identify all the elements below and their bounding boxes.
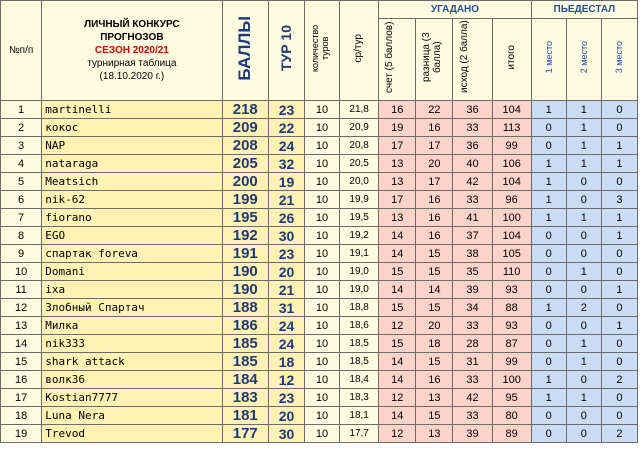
total-hits-value: 80 xyxy=(492,407,531,425)
diff-hits-value: 18 xyxy=(416,335,453,353)
row-number: 4 xyxy=(1,155,42,173)
total-hits-value: 106 xyxy=(492,155,531,173)
participant-name: Милка xyxy=(42,317,222,335)
tour-points-value: 20 xyxy=(268,407,304,425)
place2-value: 1 xyxy=(566,119,601,137)
row-number: 15 xyxy=(1,353,42,371)
outcome-hits-value: 37 xyxy=(453,227,492,245)
tours-count-value: 10 xyxy=(305,173,340,191)
avg-value: 18,5 xyxy=(340,335,379,353)
table-row xyxy=(1,101,638,119)
title-line-2: ПРОГНОЗОВ xyxy=(100,32,164,43)
place1-value: 0 xyxy=(531,407,566,425)
points-value: 191 xyxy=(222,245,268,263)
table-row xyxy=(1,317,638,335)
tour-points-value: 31 xyxy=(268,299,304,317)
points-value: 200 xyxy=(222,173,268,191)
avg-value: 20,8 xyxy=(340,137,379,155)
tour-points-value: 24 xyxy=(268,317,304,335)
diff-hits-value: 17 xyxy=(416,173,453,191)
points-value: 208 xyxy=(222,137,268,155)
total-hits-value: 95 xyxy=(492,389,531,407)
avg-value: 19,2 xyxy=(340,227,379,245)
participant-name: EGO xyxy=(42,227,222,245)
table-row xyxy=(1,119,638,137)
avg-value: 19,1 xyxy=(340,245,379,263)
place2-value: 0 xyxy=(566,407,601,425)
place3-value: 0 xyxy=(601,353,637,371)
diff-hits-value: 20 xyxy=(416,317,453,335)
place3-value: 1 xyxy=(601,281,637,299)
outcome-hits-value: 33 xyxy=(453,407,492,425)
diff-hits-value: 15 xyxy=(416,299,453,317)
place2-value: 0 xyxy=(566,227,601,245)
row-number: 16 xyxy=(1,371,42,389)
avg-value: 18,4 xyxy=(340,371,379,389)
outcome-hits-value: 36 xyxy=(453,137,492,155)
tours-count-value: 10 xyxy=(305,335,340,353)
table-row xyxy=(1,335,638,353)
place2-value: 0 xyxy=(566,173,601,191)
tour-points-value: 20 xyxy=(268,263,304,281)
table-row xyxy=(1,371,638,389)
place2-header: 2 место xyxy=(566,19,601,101)
score-hits-value: 17 xyxy=(379,137,416,155)
points-header: БАЛЛЫ xyxy=(222,1,268,101)
diff-hits-value: 20 xyxy=(416,155,453,173)
total-hits-value: 104 xyxy=(492,227,531,245)
place3-value: 0 xyxy=(601,389,637,407)
total-hits-value: 99 xyxy=(492,137,531,155)
participant-name: nik333 xyxy=(42,335,222,353)
diff-hits-value: 16 xyxy=(416,191,453,209)
avg-value: 21,8 xyxy=(340,101,379,119)
diff-hits-value: 16 xyxy=(416,371,453,389)
season-label: СЕЗОН 2020/21 xyxy=(94,45,169,56)
place2-value: 1 xyxy=(566,335,601,353)
participant-name: ixa xyxy=(42,281,222,299)
place3-value: 2 xyxy=(601,425,637,443)
row-number: 7 xyxy=(1,209,42,227)
avg-value: 18,8 xyxy=(340,299,379,317)
outcome-hits-value: 34 xyxy=(453,299,492,317)
avg-value: 18,5 xyxy=(340,353,379,371)
tour-points-value: 23 xyxy=(268,101,304,119)
tour-points-value: 24 xyxy=(268,137,304,155)
tour-points-value: 18 xyxy=(268,353,304,371)
row-number: 5 xyxy=(1,173,42,191)
place3-value: 1 xyxy=(601,227,637,245)
tours-count-value: 10 xyxy=(305,299,340,317)
avg-value: 19,9 xyxy=(340,191,379,209)
place2-value: 1 xyxy=(566,155,601,173)
diff-hits-value: 16 xyxy=(416,209,453,227)
place3-header: 3 место xyxy=(601,19,637,101)
total-hits-value: 100 xyxy=(492,209,531,227)
points-value: 185 xyxy=(222,353,268,371)
row-number: 14 xyxy=(1,335,42,353)
outcome-hits-value: 33 xyxy=(453,317,492,335)
outcome-hits-value: 33 xyxy=(453,119,492,137)
place3-value: 0 xyxy=(601,335,637,353)
diff-hits-value: 15 xyxy=(416,407,453,425)
avg-value: 18,6 xyxy=(340,317,379,335)
title-line-1: ЛИЧНЫЙ КОНКУРС xyxy=(84,19,180,30)
place2-value: 0 xyxy=(566,425,601,443)
score-hits-value: 13 xyxy=(379,155,416,173)
participant-name: кокос xyxy=(42,119,222,137)
participant-name: Meatsich xyxy=(42,173,222,191)
outcome-hits-value: 33 xyxy=(453,191,492,209)
points-value: 177 xyxy=(222,425,268,443)
tour-header: ТУР 10 xyxy=(268,1,304,101)
points-value: 183 xyxy=(222,389,268,407)
table-row xyxy=(1,263,638,281)
place3-value: 0 xyxy=(601,173,637,191)
subtitle-1: турнирная таблица xyxy=(87,58,177,69)
score-hits-value: 13 xyxy=(379,209,416,227)
avg-value: 20,9 xyxy=(340,119,379,137)
row-number: 2 xyxy=(1,119,42,137)
tour-points-value: 12 xyxy=(268,371,304,389)
table-row xyxy=(1,209,638,227)
participant-name: волк36 xyxy=(42,371,222,389)
place1-value: 1 xyxy=(531,101,566,119)
participant-name: Kostian7777 xyxy=(42,389,222,407)
table-row xyxy=(1,155,638,173)
points-value: 192 xyxy=(222,227,268,245)
participant-name: fiorano xyxy=(42,209,222,227)
place3-value: 0 xyxy=(601,299,637,317)
tour-points-value: 22 xyxy=(268,119,304,137)
outcome-hits-value: 39 xyxy=(453,281,492,299)
total-hits-value: 104 xyxy=(492,101,531,119)
tours-count-value: 10 xyxy=(305,371,340,389)
participant-name: Злобный Спартач xyxy=(42,299,222,317)
score-header: счет (5 баллов) xyxy=(379,19,416,101)
place1-value: 0 xyxy=(531,119,566,137)
place1-value: 1 xyxy=(531,209,566,227)
place1-value: 1 xyxy=(531,173,566,191)
guessed-header: УГАДАНО xyxy=(379,1,532,19)
row-number: 1 xyxy=(1,101,42,119)
tour-points-value: 21 xyxy=(268,281,304,299)
subtitle-2: (18.10.2020 г.) xyxy=(99,71,165,82)
avg-value: 18,3 xyxy=(340,389,379,407)
tour-points-value: 23 xyxy=(268,389,304,407)
place3-value: 1 xyxy=(601,155,637,173)
tour-points-value: 19 xyxy=(268,173,304,191)
tours-count-value: 10 xyxy=(305,101,340,119)
score-hits-value: 12 xyxy=(379,425,416,443)
total-hits-value: 99 xyxy=(492,353,531,371)
row-number: 9 xyxy=(1,245,42,263)
place1-value: 0 xyxy=(531,335,566,353)
points-value: 181 xyxy=(222,407,268,425)
row-number: 11 xyxy=(1,281,42,299)
tours-count-value: 10 xyxy=(305,119,340,137)
row-number: 6 xyxy=(1,191,42,209)
place3-value: 0 xyxy=(601,119,637,137)
avg-value: 18,1 xyxy=(340,407,379,425)
tours-count-value: 10 xyxy=(305,245,340,263)
score-hits-value: 14 xyxy=(379,371,416,389)
tour-points-value: 26 xyxy=(268,209,304,227)
points-value: 185 xyxy=(222,335,268,353)
diff-hits-value: 17 xyxy=(416,137,453,155)
total-hits-value: 93 xyxy=(492,281,531,299)
tour-points-value: 30 xyxy=(268,425,304,443)
total-header: итого xyxy=(492,19,531,101)
score-hits-value: 14 xyxy=(379,407,416,425)
place1-value: 0 xyxy=(531,425,566,443)
place3-value: 0 xyxy=(601,245,637,263)
tours-count-value: 10 xyxy=(305,137,340,155)
place3-value: 0 xyxy=(601,407,637,425)
place2-value: 2 xyxy=(566,299,601,317)
avg-value: 19,5 xyxy=(340,209,379,227)
participant-name: nik-62 xyxy=(42,191,222,209)
points-value: 190 xyxy=(222,281,268,299)
row-number: 19 xyxy=(1,425,42,443)
place3-value: 2 xyxy=(601,371,637,389)
outcome-hits-value: 31 xyxy=(453,353,492,371)
tours-count-value: 10 xyxy=(305,317,340,335)
table-row xyxy=(1,173,638,191)
avg-header: ср/тур xyxy=(340,1,379,101)
outcome-hits-value: 41 xyxy=(453,209,492,227)
place1-value: 1 xyxy=(531,389,566,407)
row-number: 18 xyxy=(1,407,42,425)
score-hits-value: 15 xyxy=(379,263,416,281)
place1-value: 0 xyxy=(531,317,566,335)
table-row xyxy=(1,425,638,443)
total-hits-value: 100 xyxy=(492,371,531,389)
tour-points-value: 21 xyxy=(268,191,304,209)
tours-count-value: 10 xyxy=(305,281,340,299)
points-value: 184 xyxy=(222,371,268,389)
contest-title xyxy=(42,1,222,101)
score-hits-value: 19 xyxy=(379,119,416,137)
place3-value: 1 xyxy=(601,317,637,335)
table-row xyxy=(1,227,638,245)
score-hits-value: 14 xyxy=(379,353,416,371)
outcome-header: исход (2 балла) xyxy=(453,19,492,101)
place1-value: 0 xyxy=(531,245,566,263)
tours-count-value: 10 xyxy=(305,227,340,245)
place1-value: 1 xyxy=(531,299,566,317)
score-hits-value: 13 xyxy=(379,173,416,191)
place2-value: 1 xyxy=(566,101,601,119)
tours-count-value: 10 xyxy=(305,353,340,371)
place2-value: 1 xyxy=(566,263,601,281)
score-hits-value: 12 xyxy=(379,389,416,407)
avg-value: 19,0 xyxy=(340,281,379,299)
points-value: 190 xyxy=(222,263,268,281)
total-hits-value: 88 xyxy=(492,299,531,317)
outcome-hits-value: 39 xyxy=(453,425,492,443)
row-number: 13 xyxy=(1,317,42,335)
tour-points-value: 23 xyxy=(268,245,304,263)
total-hits-value: 104 xyxy=(492,173,531,191)
score-hits-value: 15 xyxy=(379,299,416,317)
place2-value: 0 xyxy=(566,191,601,209)
place2-value: 0 xyxy=(566,317,601,335)
place3-value: 1 xyxy=(601,137,637,155)
place2-value: 0 xyxy=(566,281,601,299)
tours-count-header: количество туров xyxy=(305,1,340,101)
outcome-hits-value: 42 xyxy=(453,173,492,191)
tour-points-value: 30 xyxy=(268,227,304,245)
total-hits-value: 87 xyxy=(492,335,531,353)
table-row xyxy=(1,245,638,263)
outcome-hits-value: 40 xyxy=(453,155,492,173)
podium-header: ПЬЕДЕСТАЛ xyxy=(531,1,637,19)
avg-value: 19,0 xyxy=(340,263,379,281)
row-number: 8 xyxy=(1,227,42,245)
score-hits-value: 14 xyxy=(379,245,416,263)
place3-value: 1 xyxy=(601,209,637,227)
num-header: №п/п xyxy=(1,1,42,101)
outcome-hits-value: 35 xyxy=(453,263,492,281)
place2-value: 1 xyxy=(566,389,601,407)
tours-count-value: 10 xyxy=(305,209,340,227)
diff-hits-value: 16 xyxy=(416,227,453,245)
outcome-hits-value: 28 xyxy=(453,335,492,353)
score-hits-value: 15 xyxy=(379,335,416,353)
score-hits-value: 12 xyxy=(379,317,416,335)
row-number: 12 xyxy=(1,299,42,317)
tours-count-value: 10 xyxy=(305,191,340,209)
outcome-hits-value: 36 xyxy=(453,101,492,119)
participant-name: nataraga xyxy=(42,155,222,173)
diff-hits-value: 13 xyxy=(416,389,453,407)
place2-value: 0 xyxy=(566,245,601,263)
row-number: 3 xyxy=(1,137,42,155)
place1-value: 1 xyxy=(531,191,566,209)
total-hits-value: 89 xyxy=(492,425,531,443)
tours-count-value: 10 xyxy=(305,263,340,281)
total-hits-value: 105 xyxy=(492,245,531,263)
tours-count-value: 10 xyxy=(305,389,340,407)
diff-hits-value: 13 xyxy=(416,425,453,443)
score-hits-value: 14 xyxy=(379,227,416,245)
diff-header: разница (3 балла) xyxy=(416,19,453,101)
total-hits-value: 93 xyxy=(492,317,531,335)
participant-name: Luna Nera xyxy=(42,407,222,425)
score-hits-value: 14 xyxy=(379,281,416,299)
tour-points-value: 32 xyxy=(268,155,304,173)
score-hits-value: 17 xyxy=(379,191,416,209)
place1-value: 1 xyxy=(531,155,566,173)
row-number: 17 xyxy=(1,389,42,407)
place1-value: 0 xyxy=(531,281,566,299)
table-row xyxy=(1,407,638,425)
tour-points-value: 24 xyxy=(268,335,304,353)
place3-value: 0 xyxy=(601,101,637,119)
place2-value: 1 xyxy=(566,137,601,155)
place1-value: 0 xyxy=(531,227,566,245)
row-number: 10 xyxy=(1,263,42,281)
points-value: 218 xyxy=(222,101,268,119)
place3-value: 3 xyxy=(601,191,637,209)
table-row xyxy=(1,353,638,371)
participant-name: Trevod xyxy=(42,425,222,443)
outcome-hits-value: 38 xyxy=(453,245,492,263)
tours-count-value: 10 xyxy=(305,155,340,173)
place3-value: 0 xyxy=(601,263,637,281)
table-row xyxy=(1,299,638,317)
total-hits-value: 96 xyxy=(492,191,531,209)
place1-value: 0 xyxy=(531,137,566,155)
participant-name: shark attack xyxy=(42,353,222,371)
points-value: 205 xyxy=(222,155,268,173)
tours-count-value: 10 xyxy=(305,425,340,443)
total-hits-value: 110 xyxy=(492,263,531,281)
participant-name: martinelli xyxy=(42,101,222,119)
total-hits-value: 113 xyxy=(492,119,531,137)
points-value: 209 xyxy=(222,119,268,137)
diff-hits-value: 14 xyxy=(416,281,453,299)
points-value: 188 xyxy=(222,299,268,317)
place1-header: 1 место xyxy=(531,19,566,101)
diff-hits-value: 22 xyxy=(416,101,453,119)
score-hits-value: 16 xyxy=(379,101,416,119)
diff-hits-value: 15 xyxy=(416,245,453,263)
points-value: 195 xyxy=(222,209,268,227)
place1-value: 0 xyxy=(531,263,566,281)
place1-value: 1 xyxy=(531,371,566,389)
points-value: 199 xyxy=(222,191,268,209)
place1-value: 0 xyxy=(531,353,566,371)
table-row xyxy=(1,389,638,407)
table-row xyxy=(1,281,638,299)
place2-value: 1 xyxy=(566,353,601,371)
standings-rows xyxy=(1,101,638,443)
avg-value: 20,5 xyxy=(340,155,379,173)
participant-name: NAP xyxy=(42,137,222,155)
avg-value: 17,7 xyxy=(340,425,379,443)
diff-hits-value: 15 xyxy=(416,353,453,371)
diff-hits-value: 16 xyxy=(416,119,453,137)
avg-value: 20,0 xyxy=(340,173,379,191)
diff-hits-value: 15 xyxy=(416,263,453,281)
participant-name: Domani xyxy=(42,263,222,281)
tours-count-value: 10 xyxy=(305,407,340,425)
table-row xyxy=(1,137,638,155)
place2-value: 1 xyxy=(566,209,601,227)
participant-name: спартак foreva xyxy=(42,245,222,263)
place2-value: 0 xyxy=(566,371,601,389)
points-value: 186 xyxy=(222,317,268,335)
outcome-hits-value: 33 xyxy=(453,371,492,389)
outcome-hits-value: 42 xyxy=(453,389,492,407)
table-row xyxy=(1,191,638,209)
